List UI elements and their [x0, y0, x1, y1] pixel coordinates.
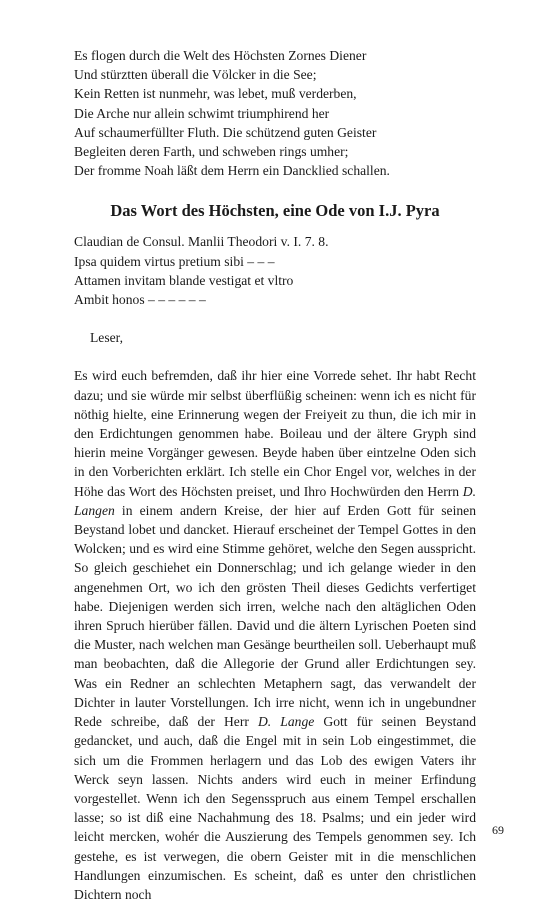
poem-line: Auf schaumerfüllter Fluth. Die schützend guten Geister	[74, 124, 377, 140]
poem-line: Kein Retten ist nunmehr, was lebet, muß verderben,	[74, 86, 357, 102]
epigraph-line: Ipsa quidem virtus pretium sibi – – –	[74, 253, 275, 269]
poem-line: Und stürztten überall die Völcker in die See;	[74, 67, 317, 83]
page-number: 69	[492, 823, 504, 837]
epigraph-line: Attamen invitam blande vestigat et vltro	[74, 272, 294, 288]
salutation: Leser,	[90, 330, 124, 346]
author-name-italic: D. Lange	[257, 714, 315, 730]
poem-line: Der fromme Noah läßt dem Herrn ein Dancklied schallen.	[74, 163, 390, 179]
author-name-italic: D. Langen	[74, 483, 476, 518]
body-text-segment: Es wird euch befremden, daß ihr hier eine Vorrede sehet. Ihr habt Recht dazu; und sie würde mir selbst überflüßig scheinen: wenn ich es nicht für nöthig hielte, eine Erinnerung wegen der Freiyeit zu thun, die ich mir in den Erdichtungen genommen habe. Boileau und der ältere Gryph sind hierin meine Vorgänger gewesen. Beyde haben über eintzelne Oden sich in den Vorberichten erklärt. Ich stelle ein Chor Engel vor, welches in der Höhe das Wort des Höchsten preiset, und Ihro Hochwürden den Herrn	[74, 368, 476, 499]
epigraph-line: Ambit honos – – – – – –	[74, 292, 206, 308]
epigraph-line: Claudian de Consul. Manlii Theodori v. I. 7. 8.	[74, 234, 329, 250]
epigraph	[74, 232, 476, 309]
poem-line: Begleiten deren Farth, und schweben rings umher;	[74, 144, 349, 160]
poem-line: Die Arche nur allein schwimt triumphirend her	[74, 105, 330, 121]
section-title: Das Wort des Höchsten, eine Ode von I.J. Pyra	[110, 201, 440, 221]
poem-line: Es flogen durch die Welt des Höchsten Zornes Diener	[74, 48, 367, 63]
book-page	[74, 46, 476, 904]
body-text-segment: in einem andern Kreise, der hier auf Erden Gott für seinen Beystand lobet und dancket. Hierauf erscheinet der Tempel Gottes in den Wolcken; und es wird eine Stimme gehöret, welche den Segen ausspricht. So gleich geschiehet ein Donnerschlag; und ich gelange wieder in den angenehmen Ort, wo ich den grösten Theil dieses Gedichts verfertiget habe. Diejenigen werden sich irren, welche nach den altäglichen Oden ihren Spruch hierüber fällen. David und die ältern Lyrischen Poeten sind die Muster, nach welchen man Gesänge beurtheilen soll. Ueberhaupt muß man beobachten, daß die Allegorie der Grund aller Erdichtungen sey. Was ein Redner an schlechten Metaphern sagt, das verwandelt der Dichter in lauter Vorstellungen. Ich irre nicht, wenn ich in ungebundner Rede schreibe, daß der Herr	[74, 502, 476, 730]
preface-paragraph	[74, 366, 476, 904]
body-text-segment: Gott für seinen Beystand gedancket, und auch, daß die Engel mit in sein Lob eingestimmet, die sich um die Frommen herlagern und das Lob des ewigen Vaters ihr Werck seyn lassen. Nichts anders wird euch in meiner Erfindung vorgestellet. Wenn ich den Segensspruch aus einem Tempel erschallen lasse; so ist diß eine Nachahmung des 18. Psalms; und ein jeder wird leicht mercken, wohér die Auszierung des Tempels genommen sey. Ich gestehe, es ist verwegen, die obern Geister mit in die menschlichen Handlungen einzumischen. Es scheint, daß es unter den christlichen Dichtern noch	[74, 714, 476, 902]
poem-stanza	[74, 46, 476, 180]
